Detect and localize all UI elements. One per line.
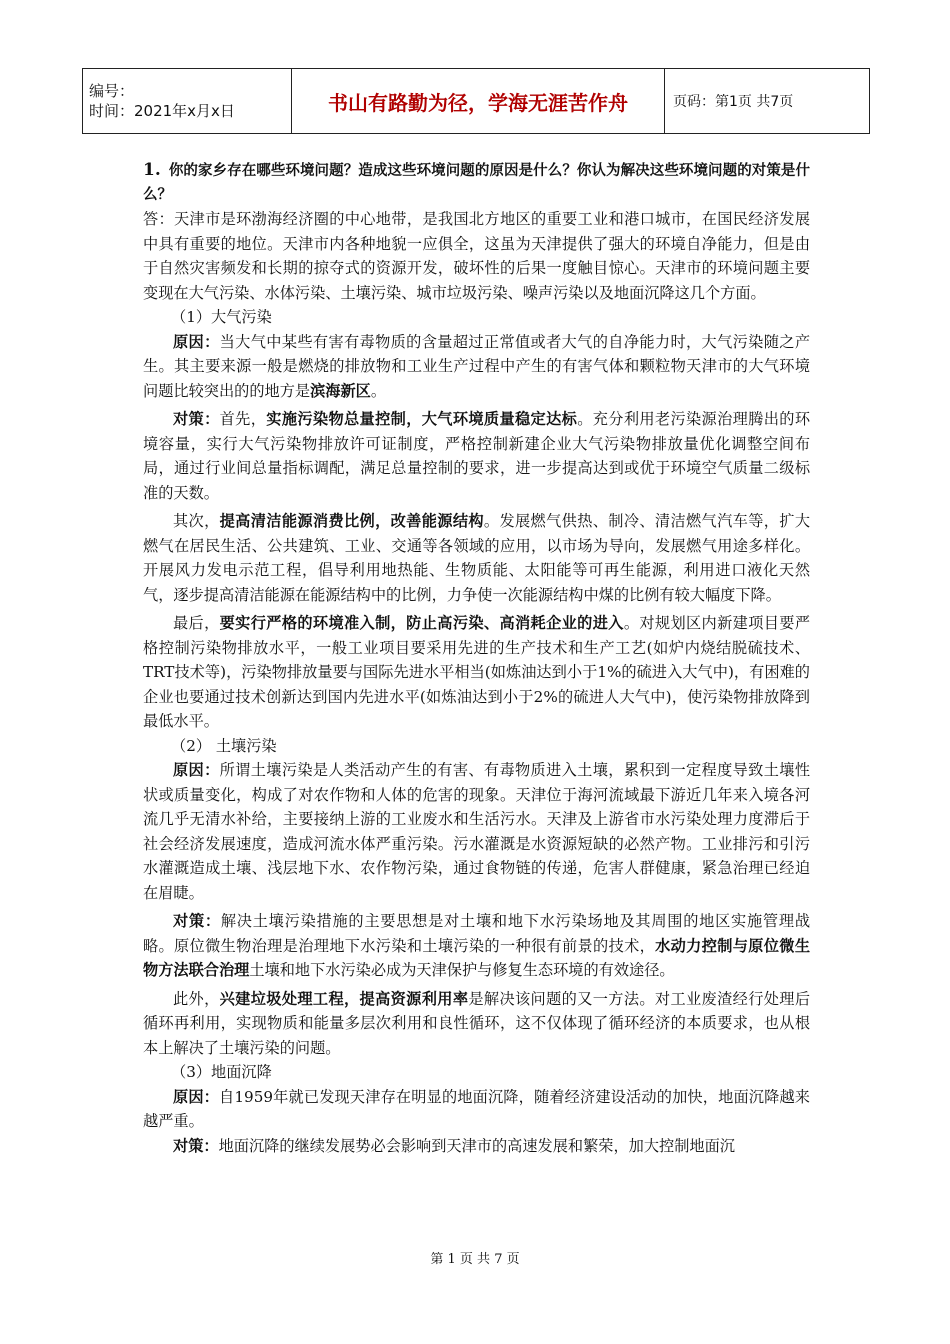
air-cause: 原因：当大气中某些有害有毒物质的含量超过正常值或者大气的自净能力时，大气污染随之产生。其主要来源一般是燃烧的排放物和工业生产过程中产生的有害气体和颗粒物天津市的大气环境问题比较突出的的地方是滨海新区。 [143,332,811,400]
subsidence-measure-1: 对策：地面沉降的继续发展势必会影响到天津市的高速发展和繁荣，加大控制地面沉 [173,1136,735,1155]
page-header [82,68,870,134]
question-number: 1. [143,160,161,180]
question-text: 你的家乡存在哪些环境问题？造成这些环境问题的原因是什么？你认为解决这些环境问题的对策是什么？ [143,163,810,203]
soil-measure-2: 此外，兴建垃圾处理工程，提高资源利用率是解决该问题的又一方法。对工业废渣经行处理后循环再利用，实现物质和能量多层次利用和良性循环，这不仅体现了循环经济的本质要求，也从根本上解决了土壤污染的问题。 [143,989,811,1057]
air-measure-1: 对策：首先，实施污染物总量控制，大气环境质量稳定达标。充分利用老污染源治理腾出的环境容量，实行大气污染物排放许可证制度，严格控制新建企业大气污染物排放量优化调整空间布局，通过行业间总量指标调配，满足总量控制的要求，进一步提高达到或优于环境空气质量二级标准的天数。 [143,410,811,502]
question-heading [143,158,810,207]
subsidence-cause: 原因：自1959年就已发现天津存在明显的地面沉降，随着经济建设活动的加快，地面沉降越来越严重。 [143,1087,810,1130]
soil-measure-1: 对策：解决土壤污染措施的主要思想是对土壤和地下水污染场地及其周围的地区实施管理战略。原位微生物治理是治理地下水污染和土壤污染的一种很有前景的技术，水动力控制与原位微生物方法联合治理土壤和地下水污染必成为天津保护与修复生态环境的有效途径。 [143,912,811,979]
section-title-subsidence: （3）地面沉降 [171,1063,272,1081]
header-page-info: 页码：第1页 共7页 [665,69,870,134]
document-date: 时间：2021年x月x日 [89,102,235,120]
header-meta [83,69,292,134]
answer-intro: 答：天津市是环渤海经济圈的中心地带，是我国北方地区的重要工业和港口城市，在国民经济发展中具有重要的地位。天津市内各种地貌一应俱全，这虽为天津提供了强大的环境自净能力，但是由于自然灾害频发和长期的掠夺式的资源开发，破坏性的后果一度触目惊心。天津市的环境问题主要变现在大气污染、水体污染、土壤污染、城市垃圾污染、噪声污染以及地面沉降这几个方面。 [143,210,810,302]
document-number: 编号： [89,82,135,100]
page-footer: 第 1 页 共 7 页 [430,1252,520,1267]
section-title-soil: （2） 土壤污染 [171,736,277,755]
soil-cause: 原因：所谓土壤污染是人类活动产生的有害、有毒物质进入土壤，累积到一定程度导致土壤性状或质量变化，构成了对农作物和人体的危害的现象。天津位于海河流域最下游近几年来入境各河流几乎无清水补给，主要接纳上游的工业废水和生活污水。天津及上游省市水污染处理力度滞后于社会经济发展速度，造成河流水体严重污染。污水灌溉是水资源短缺的必然产物。工业排污和引污水灌溉造成土壤、浅层地下水、农作物污染，通过食物链的传递，危害人群健康，紧急治理已经迫在眉睫。 [143,761,811,902]
document-body [143,158,810,1158]
air-measure-2: 其次，提高清洁能源消费比例，改善能源结构。发展燃气供热、制冷、清洁燃气汽车等，扩大燃气在居民生活、公共建筑、工业、交通等各领域的应用，以市场为导向，发展燃气用途多样化。开展风力发电示范工程，倡导利用地热能、生物质能、太阳能等可再生能源，利用进口液化天然气，逐步提高清洁能源在能源结构中的比例，力争使一次能源结构中煤的比例有较大幅度下降。 [143,512,811,604]
air-measure-3: 最后，要实行严格的环境准入制，防止高污染、高消耗企业的进入。对规划区内新建项目要严格控制污染物排放水平，一般工业项目要采用先进的生产技术和生产工艺(如炉内烧结脱硫技术、TRT技术等)，污染物排放量要与国际先进水平相当(如炼油达到小于1%的硫进入大气中)，有困难的企业也要通过技术创新达到国内先进水平(如炼油达到小于2%的硫进人大气中)，使污染物排放降到最低水平。 [143,614,811,730]
section-title-air: （1）大气污染 [171,308,272,326]
header-motto: 书山有路勤为径，学海无涯苦作舟 [292,69,665,134]
